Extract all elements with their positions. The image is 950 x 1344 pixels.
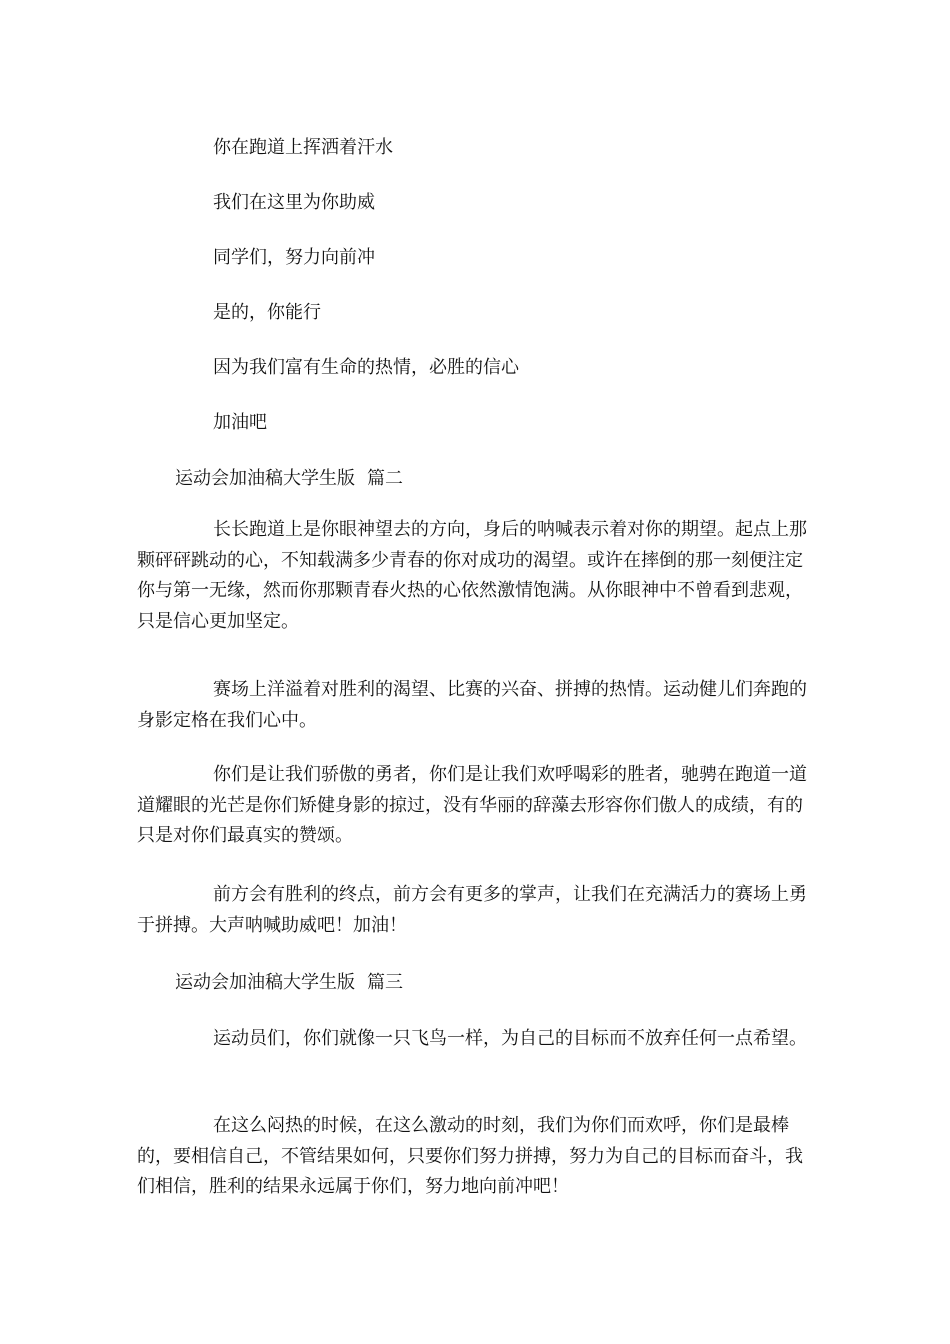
poem-line: 你在跑道上挥洒着汗水 — [213, 137, 393, 158]
section-title: 运动会加油稿大学生版 — [175, 468, 355, 489]
paragraph: 在这么闷热的时候，在这么激动的时刻，我们为你们而欢呼，你们是最棒的，要相信自己，不管结果如何，只要你们努力拼搏，努力为自己的目标而奋斗，我们相信，胜利的结果永远属于你们，努力地向前冲吧！ — [137, 1115, 803, 1197]
poem-line: 同学们，努力向前冲 — [213, 247, 375, 268]
poem-line: 因为我们富有生命的热情，必胜的信心 — [213, 357, 519, 378]
paragraph: 赛场上洋溢着对胜利的渴望、比赛的兴奋、拼搏的热情。运动健儿们奔跑的身影定格在我们心中。 — [137, 679, 807, 731]
paragraph: 长长跑道上是你眼神望去的方向，身后的呐喊表示着对你的期望。起点上那颗砰砰跳动的心，不知载满多少青春的你对成功的渴望。或许在摔倒的那一刻便注定你与第一无缘，然而你那颗青春火热的心依然激情饱满。从你眼神中不曾看到悲观，只是信心更加坚定。 — [137, 519, 807, 632]
section-heading-3 — [175, 971, 403, 995]
section-part-label: 篇三 — [367, 972, 403, 993]
section-heading-2 — [175, 467, 403, 491]
section-title: 运动会加油稿大学生版 — [175, 972, 355, 993]
poem-line: 我们在这里为你助威 — [213, 192, 375, 213]
paragraph: 运动员们，你们就像一只飞鸟一样，为自己的目标而不放弃任何一点希望。 — [213, 1028, 807, 1049]
paragraph: 你们是让我们骄傲的勇者，你们是让我们欢呼喝彩的胜者，驰骋在跑道一道道耀眼的光芒是你们矫健身影的掠过，没有华丽的辞藻去形容你们傲人的成绩，有的只是对你们最真实的赞颂。 — [137, 764, 807, 846]
poem-line: 加油吧 — [213, 412, 267, 433]
poem-line: 是的，你能行 — [213, 302, 321, 323]
section-part-label: 篇二 — [367, 468, 403, 489]
paragraph: 前方会有胜利的终点，前方会有更多的掌声，让我们在充满活力的赛场上勇于拼搏。大声呐喊助威吧！加油！ — [137, 884, 807, 936]
